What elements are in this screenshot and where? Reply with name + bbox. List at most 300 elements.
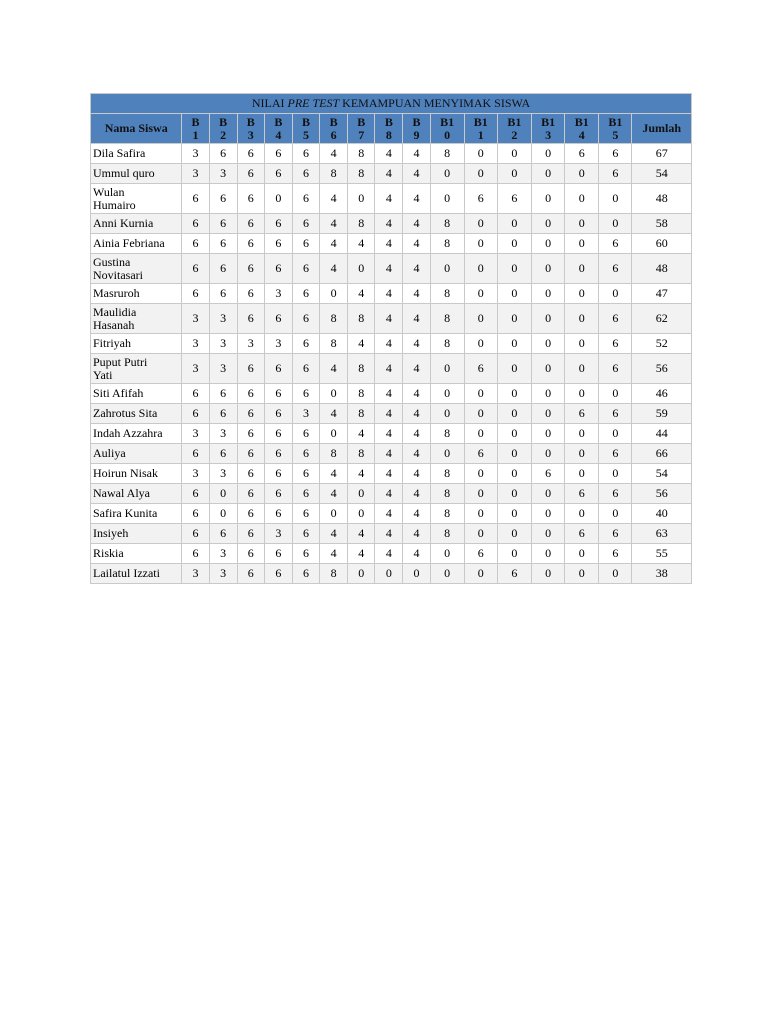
header-text-line: B1 [541,114,556,129]
score-cell-b15: 6 [599,254,632,284]
score-cell-b10: 8 [430,334,464,354]
score-cell-b14: 6 [565,404,599,424]
score-cell-b6: 4 [320,254,348,284]
total-score-cell: 52 [632,334,692,354]
table-row [91,354,692,384]
score-cell-b8: 4 [375,424,403,444]
student-name-cell [91,524,182,544]
score-cell-b12: 0 [497,464,531,484]
table-row [91,504,692,524]
score-cell-b9: 4 [403,404,430,424]
score-cell-b4: 6 [264,484,292,504]
score-cell-b1: 6 [182,444,209,464]
score-cell-b6: 4 [320,214,348,234]
score-cell-b3: 6 [237,404,264,424]
score-cell-b7: 4 [348,234,375,254]
column-header-b4 [264,114,292,144]
score-cell-b13: 0 [532,304,565,334]
score-cell-b3: 3 [237,334,264,354]
student-name-text: Humairo [93,197,136,212]
student-name-text: Nawal Alya [93,486,150,500]
score-cell-b8: 4 [375,544,403,564]
score-cell-b1: 3 [182,304,209,334]
student-name-cell [91,214,182,234]
score-cell-b8: 4 [375,404,403,424]
score-cell-b2: 6 [209,404,237,424]
student-name-text: Puput Putri [93,354,148,369]
score-cell-b13: 0 [532,254,565,284]
score-cell-b10: 0 [430,384,464,404]
score-cell-b1: 6 [182,284,209,304]
score-cell-b14: 0 [565,504,599,524]
score-cell-b13: 0 [532,564,565,584]
score-cell-b10: 8 [430,464,464,484]
score-cell-b5: 6 [292,424,319,444]
header-text-line: B [329,114,338,129]
score-cell-b4: 6 [264,544,292,564]
score-cell-b11: 0 [464,524,497,544]
score-cell-b2: 3 [209,424,237,444]
score-cell-b6: 4 [320,354,348,384]
score-cell-b10: 8 [430,484,464,504]
table-row [91,234,692,254]
column-header-b11 [464,114,497,144]
score-cell-b9: 4 [403,484,430,504]
score-cell-b4: 6 [264,384,292,404]
total-score-cell: 47 [632,284,692,304]
score-cell-b13: 0 [532,144,565,164]
score-cell-b7: 0 [348,484,375,504]
student-name-cell [91,144,182,164]
student-name-text: Maulidia [93,304,137,319]
score-cell-b10: 8 [430,524,464,544]
score-cell-b3: 6 [237,254,264,284]
score-cell-b11: 0 [464,384,497,404]
score-cell-b15: 6 [599,524,632,544]
score-cell-b1: 6 [182,214,209,234]
score-cell-b4: 6 [264,464,292,484]
score-cell-b8: 4 [375,164,403,184]
score-cell-b13: 0 [532,404,565,424]
score-cell-b6: 0 [320,504,348,524]
score-cell-b3: 6 [237,304,264,334]
score-cell-b15: 6 [599,304,632,334]
student-name-cell [91,384,182,404]
score-cell-b4: 6 [264,354,292,384]
score-cell-b4: 6 [264,564,292,584]
score-cell-b11: 6 [464,354,497,384]
score-cell-b3: 6 [237,504,264,524]
score-cell-b7: 0 [348,564,375,584]
score-cell-b14: 0 [565,214,599,234]
score-cell-b9: 4 [403,464,430,484]
total-score-cell: 46 [632,384,692,404]
score-cell-b13: 0 [532,424,565,444]
score-cell-b6: 4 [320,484,348,504]
score-cell-b14: 0 [565,254,599,284]
score-cell-b6: 4 [320,464,348,484]
total-score-cell: 55 [632,544,692,564]
score-cell-b14: 0 [565,464,599,484]
score-cell-b10: 8 [430,304,464,334]
score-cell-b7: 8 [348,164,375,184]
score-cell-b6: 4 [320,234,348,254]
header-text-line: B [274,114,283,129]
score-cell-b15: 0 [599,284,632,304]
score-cell-b2: 3 [209,334,237,354]
score-cell-b14: 0 [565,444,599,464]
table-row [91,484,692,504]
student-name-cell [91,354,182,384]
score-cell-b2: 3 [209,304,237,334]
title-text-suffix: KEMAMPUAN MENYIMAK SISWA [339,96,531,110]
header-text-line: 0 [444,127,451,142]
score-cell-b12: 0 [497,544,531,564]
column-header-b5 [292,114,319,144]
header-text-line: 3 [247,127,254,142]
score-cell-b1: 3 [182,164,209,184]
score-cell-b6: 8 [320,444,348,464]
score-cell-b11: 0 [464,564,497,584]
student-name-text: Hoirun Nisak [93,466,158,480]
score-cell-b14: 0 [565,184,599,214]
score-cell-b7: 0 [348,184,375,214]
score-cell-b13: 0 [532,184,565,214]
score-cell-b11: 0 [464,254,497,284]
student-name-cell [91,464,182,484]
score-cell-b13: 0 [532,214,565,234]
score-cell-b3: 6 [237,564,264,584]
student-name-text: Siti Afifah [93,386,144,400]
score-cell-b4: 0 [264,184,292,214]
score-cell-b13: 0 [532,504,565,524]
score-cell-b5: 6 [292,284,319,304]
header-text-line: B1 [473,114,488,129]
table-row [91,544,692,564]
score-cell-b10: 8 [430,284,464,304]
table-body [91,144,692,584]
header-text-line: 4 [578,127,585,142]
score-cell-b1: 6 [182,504,209,524]
score-cell-b11: 6 [464,184,497,214]
score-cell-b14: 6 [565,144,599,164]
score-cell-b3: 6 [237,524,264,544]
score-cell-b12: 0 [497,484,531,504]
score-cell-b14: 0 [565,164,599,184]
score-cell-b8: 4 [375,254,403,284]
score-cell-b10: 8 [430,144,464,164]
score-cell-b14: 0 [565,564,599,584]
score-cell-b15: 6 [599,164,632,184]
score-cell-b9: 4 [403,354,430,384]
score-cell-b7: 4 [348,424,375,444]
score-cell-b11: 0 [464,164,497,184]
student-name-cell [91,404,182,424]
score-cell-b10: 0 [430,164,464,184]
score-cell-b2: 6 [209,524,237,544]
score-cell-b15: 6 [599,404,632,424]
total-score-cell: 60 [632,234,692,254]
table-row [91,284,692,304]
header-text-line: 4 [275,127,282,142]
score-cell-b12: 0 [497,384,531,404]
score-cell-b13: 6 [532,464,565,484]
score-cell-b3: 6 [237,424,264,444]
score-cell-b15: 6 [599,354,632,384]
score-cell-b3: 6 [237,544,264,564]
header-text-line: Jumlah [642,121,682,135]
score-cell-b7: 4 [348,334,375,354]
header-text-line: B1 [507,114,522,129]
score-cell-b4: 6 [264,444,292,464]
score-cell-b5: 6 [292,544,319,564]
score-cell-b9: 4 [403,334,430,354]
score-cell-b11: 6 [464,444,497,464]
score-cell-b9: 4 [403,504,430,524]
score-cell-b10: 0 [430,444,464,464]
score-cell-b9: 4 [403,444,430,464]
student-name-text: Ummul quro [93,166,155,180]
column-header-b10 [430,114,464,144]
score-cell-b9: 4 [403,384,430,404]
score-cell-b5: 6 [292,444,319,464]
column-header-b13 [532,114,565,144]
table-row [91,334,692,354]
score-cell-b6: 4 [320,184,348,214]
score-cell-b15: 6 [599,234,632,254]
student-name-text: Safira Kunita [93,506,158,520]
student-name-text: Masruroh [93,286,140,300]
score-cell-b7: 4 [348,524,375,544]
score-cell-b3: 6 [237,144,264,164]
score-cell-b8: 4 [375,484,403,504]
score-cell-b5: 6 [292,334,319,354]
score-cell-b1: 3 [182,464,209,484]
column-header-name [91,114,182,144]
score-cell-b14: 0 [565,544,599,564]
score-cell-b15: 6 [599,444,632,464]
score-cell-b9: 0 [403,564,430,584]
score-cell-b6: 8 [320,334,348,354]
student-name-text: Auliya [93,446,126,460]
score-cell-b9: 4 [403,184,430,214]
score-cell-b11: 0 [464,404,497,424]
score-cell-b14: 0 [565,304,599,334]
score-cell-b3: 6 [237,234,264,254]
table-row [91,524,692,544]
score-cell-b12: 0 [497,504,531,524]
score-cell-b7: 8 [348,304,375,334]
score-cell-b1: 3 [182,564,209,584]
score-cell-b1: 6 [182,404,209,424]
score-cell-b5: 3 [292,404,319,424]
score-cell-b9: 4 [403,424,430,444]
score-cell-b6: 8 [320,304,348,334]
student-name-text: Wulan [93,184,125,199]
table-row [91,444,692,464]
score-cell-b8: 4 [375,504,403,524]
student-name-cell [91,254,182,284]
score-cell-b15: 6 [599,484,632,504]
score-cell-b10: 0 [430,254,464,284]
score-cell-b12: 0 [497,304,531,334]
score-cell-b7: 0 [348,254,375,284]
score-cell-b6: 8 [320,164,348,184]
score-cell-b15: 0 [599,564,632,584]
score-cell-b6: 0 [320,384,348,404]
score-cell-b11: 0 [464,214,497,234]
score-cell-b14: 0 [565,354,599,384]
score-cell-b7: 8 [348,444,375,464]
score-cell-b8: 4 [375,184,403,214]
score-cell-b5: 6 [292,144,319,164]
score-cell-b1: 3 [182,144,209,164]
score-cell-b6: 4 [320,524,348,544]
total-score-cell: 62 [632,304,692,334]
header-text-line: 1 [477,127,484,142]
column-header-b1 [182,114,209,144]
column-header-b9 [403,114,430,144]
student-name-cell [91,504,182,524]
score-cell-b2: 6 [209,384,237,404]
student-name-text: Novitasari [93,267,143,282]
score-cell-b5: 6 [292,304,319,334]
score-cell-b14: 0 [565,384,599,404]
student-name-cell [91,184,182,214]
score-cell-b7: 4 [348,544,375,564]
table-title [91,94,692,114]
total-score-cell: 48 [632,184,692,214]
header-text-line: 7 [358,127,365,142]
score-cell-b10: 0 [430,184,464,214]
header-text-line: B [412,114,421,129]
score-cell-b11: 0 [464,484,497,504]
score-cell-b2: 6 [209,444,237,464]
score-cell-b13: 0 [532,484,565,504]
score-cell-b3: 6 [237,214,264,234]
score-cell-b5: 6 [292,464,319,484]
column-header-b6 [320,114,348,144]
score-cell-b15: 0 [599,424,632,444]
score-cell-b2: 3 [209,164,237,184]
header-text-line: B [301,114,310,129]
score-cell-b10: 8 [430,214,464,234]
score-cell-b7: 8 [348,144,375,164]
score-cell-b12: 6 [497,564,531,584]
header-text-line: 8 [385,127,392,142]
score-cell-b3: 6 [237,444,264,464]
student-name-text: Lailatul Izzati [93,566,160,580]
column-header-b7 [348,114,375,144]
score-cell-b11: 0 [464,504,497,524]
score-cell-b4: 6 [264,254,292,284]
score-cell-b4: 6 [264,424,292,444]
score-cell-b12: 0 [497,164,531,184]
total-score-cell: 66 [632,444,692,464]
score-cell-b15: 6 [599,144,632,164]
score-cell-b6: 4 [320,404,348,424]
score-cell-b5: 6 [292,524,319,544]
column-header-b12 [497,114,531,144]
score-cell-b5: 6 [292,164,319,184]
score-cell-b9: 4 [403,164,430,184]
score-cell-b1: 6 [182,234,209,254]
title-text-emphasis: PRE TEST [287,96,340,110]
score-cell-b5: 6 [292,214,319,234]
score-cell-b8: 4 [375,354,403,384]
score-cell-b4: 6 [264,214,292,234]
score-cell-b10: 0 [430,564,464,584]
score-cell-b10: 0 [430,354,464,384]
score-cell-b2: 0 [209,504,237,524]
score-cell-b7: 8 [348,384,375,404]
score-cell-b13: 0 [532,284,565,304]
score-cell-b11: 0 [464,464,497,484]
score-cell-b11: 0 [464,144,497,164]
header-text-line: B [384,114,393,129]
score-cell-b4: 6 [264,164,292,184]
student-name-cell [91,334,182,354]
header-text-line: B1 [608,114,623,129]
score-cell-b5: 6 [292,184,319,214]
score-cell-b9: 4 [403,234,430,254]
total-score-cell: 38 [632,564,692,584]
score-cell-b8: 4 [375,214,403,234]
score-cell-b8: 4 [375,234,403,254]
total-score-cell: 59 [632,404,692,424]
header-text-line: B [191,114,200,129]
total-score-cell: 48 [632,254,692,284]
student-name-text: Zahrotus Sita [93,406,158,420]
score-cell-b4: 6 [264,404,292,424]
student-name-text: Hasanah [93,317,135,332]
header-text-line: 1 [192,127,199,142]
score-cell-b11: 0 [464,304,497,334]
score-cell-b8: 4 [375,144,403,164]
score-cell-b1: 3 [182,354,209,384]
total-score-cell: 56 [632,484,692,504]
score-cell-b2: 3 [209,464,237,484]
header-text-line: 2 [511,127,518,142]
student-name-text: Riskia [93,546,124,560]
header-text-line: B [246,114,255,129]
score-cell-b10: 8 [430,504,464,524]
header-text-line: 3 [545,127,552,142]
student-name-text: Fitriyah [93,336,131,350]
score-cell-b15: 6 [599,334,632,354]
score-cell-b3: 6 [237,354,264,384]
column-header-b8 [375,114,403,144]
header-text-line: 5 [612,127,619,142]
column-header-b15 [599,114,632,144]
table-row [91,304,692,334]
score-cell-b1: 6 [182,254,209,284]
header-text-line: 6 [330,127,337,142]
header-text-line: B1 [574,114,589,129]
student-name-text: Yati [93,367,113,382]
table-row [91,144,692,164]
score-cell-b9: 4 [403,304,430,334]
score-cell-b4: 6 [264,144,292,164]
column-header-b3 [237,114,264,144]
score-cell-b8: 0 [375,564,403,584]
score-cell-b2: 6 [209,184,237,214]
student-name-cell [91,484,182,504]
score-cell-b7: 4 [348,284,375,304]
score-cell-b12: 0 [497,444,531,464]
score-cell-b13: 0 [532,234,565,254]
student-name-text: Dila Safira [93,146,146,160]
